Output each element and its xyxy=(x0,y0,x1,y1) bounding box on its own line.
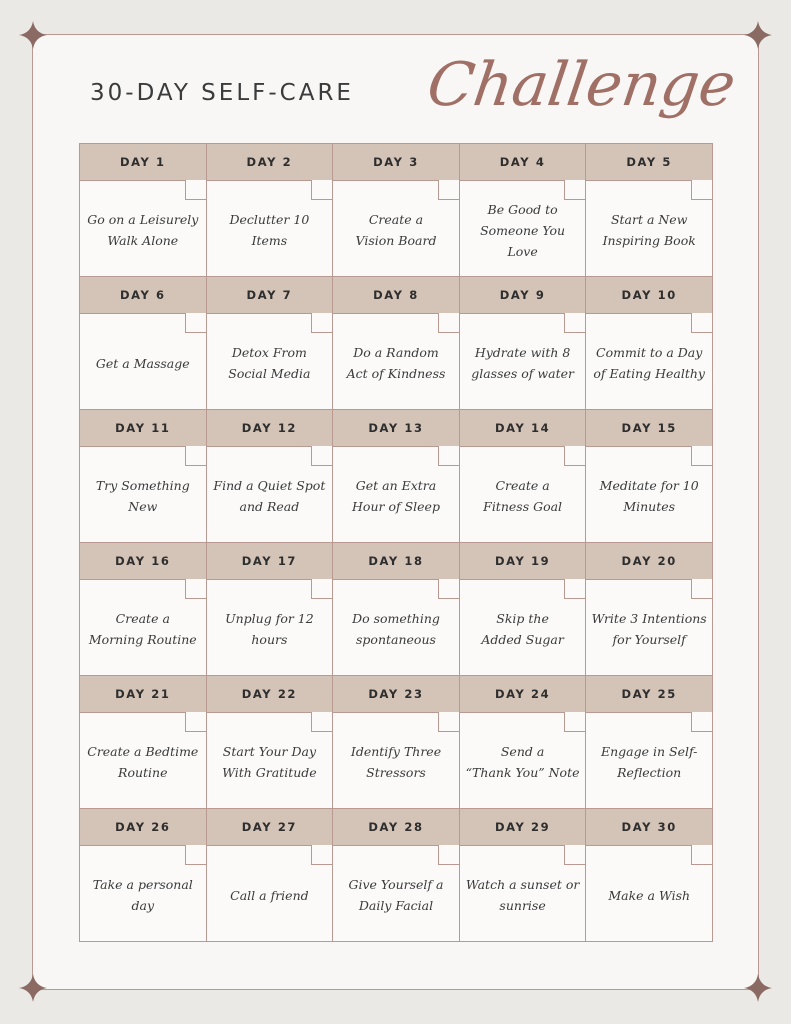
day-task: Try Something New xyxy=(95,478,190,514)
day-label: DAY 19 xyxy=(460,543,586,580)
day-cell xyxy=(460,144,587,277)
day-task: Take a personal day xyxy=(92,877,193,913)
day-label: DAY 17 xyxy=(207,543,333,580)
day-label: DAY 4 xyxy=(460,144,586,181)
day-label: DAY 22 xyxy=(207,676,333,713)
day-cell xyxy=(207,410,334,543)
day-label: DAY 27 xyxy=(207,809,333,846)
day-cell xyxy=(207,144,334,277)
day-task: Commit to a Day of Eating Healthy xyxy=(593,345,705,381)
corner-star-icon xyxy=(19,21,47,49)
day-cell xyxy=(80,809,207,942)
day-label: DAY 3 xyxy=(333,144,459,181)
day-label: DAY 14 xyxy=(460,410,586,447)
day-task: Do something spontaneous xyxy=(352,611,440,647)
day-cell xyxy=(207,676,334,809)
day-label: DAY 30 xyxy=(586,809,712,846)
day-cell xyxy=(333,543,460,676)
title-script: Challenge xyxy=(423,50,740,120)
day-label: DAY 10 xyxy=(586,277,712,314)
day-task: Go on a Leisurely Walk Alone xyxy=(87,212,199,248)
day-cell xyxy=(586,410,713,543)
day-task: Start Your Day With Gratitude xyxy=(222,744,317,780)
day-cell xyxy=(80,543,207,676)
day-task: Unplug for 12 hours xyxy=(225,611,314,647)
day-label: DAY 7 xyxy=(207,277,333,314)
day-label: DAY 23 xyxy=(333,676,459,713)
day-task: Get a Massage xyxy=(95,355,190,371)
day-cell xyxy=(80,676,207,809)
day-cell xyxy=(207,277,334,410)
day-cell xyxy=(333,676,460,809)
day-task: Skip the Added Sugar xyxy=(481,611,564,647)
day-task: Write 3 Intentions for Yourself xyxy=(591,611,707,647)
day-cell xyxy=(586,277,713,410)
day-label: DAY 28 xyxy=(333,809,459,846)
day-task: Find a Quiet Spot and Read xyxy=(213,478,326,514)
day-task: Watch a sunset or sunrise xyxy=(465,877,580,913)
day-task: Call a friend xyxy=(230,887,309,903)
day-cell xyxy=(333,809,460,942)
day-cell xyxy=(80,277,207,410)
day-label: DAY 12 xyxy=(207,410,333,447)
day-label: DAY 5 xyxy=(586,144,712,181)
day-task: Create a Fitness Goal xyxy=(483,478,563,514)
day-label: DAY 9 xyxy=(460,277,586,314)
day-task: Create a Morning Routine xyxy=(88,611,197,647)
day-cell xyxy=(586,676,713,809)
day-task: Detox From Social Media xyxy=(228,345,311,381)
day-label: DAY 24 xyxy=(460,676,586,713)
day-task: Make a Wish xyxy=(608,887,691,903)
day-task: Hydrate with 8 glasses of water xyxy=(471,345,574,381)
day-cell xyxy=(80,144,207,277)
day-cell xyxy=(207,543,334,676)
corner-star-icon xyxy=(744,974,772,1002)
day-cell xyxy=(586,543,713,676)
corner-star-icon xyxy=(19,974,47,1002)
title-prefix: 30-DAY SELF-CARE xyxy=(90,80,354,106)
day-label: DAY 8 xyxy=(333,277,459,314)
day-task: Send a “Thank You” Note xyxy=(465,744,580,780)
day-task: Do a Random Act of Kindness xyxy=(346,345,446,381)
day-cell xyxy=(460,676,587,809)
day-cell xyxy=(333,144,460,277)
day-cell xyxy=(460,543,587,676)
day-label: DAY 1 xyxy=(80,144,206,181)
day-label: DAY 21 xyxy=(80,676,206,713)
day-label: DAY 26 xyxy=(80,809,206,846)
day-task: Declutter 10 Items xyxy=(229,212,310,248)
day-task: Identify Three Stressors xyxy=(350,744,442,780)
day-cell xyxy=(333,277,460,410)
day-label: DAY 20 xyxy=(586,543,712,580)
day-label: DAY 29 xyxy=(460,809,586,846)
day-cell xyxy=(460,277,587,410)
page-title xyxy=(80,48,740,138)
day-task: Get an Extra Hour of Sleep xyxy=(352,478,440,514)
day-cell xyxy=(586,809,713,942)
corner-star-icon xyxy=(744,21,772,49)
day-label: DAY 15 xyxy=(586,410,712,447)
day-label: DAY 13 xyxy=(333,410,459,447)
day-cell xyxy=(460,809,587,942)
day-task: Meditate for 10 Minutes xyxy=(599,478,699,514)
day-cell xyxy=(80,410,207,543)
day-task: Be Good to Someone You Love xyxy=(480,201,566,259)
day-task: Give Yourself a Daily Facial xyxy=(348,877,444,913)
day-task: Create a Bedtime Routine xyxy=(87,744,199,780)
day-label: DAY 11 xyxy=(80,410,206,447)
day-label: DAY 25 xyxy=(586,676,712,713)
day-task: Create a Vision Board xyxy=(355,212,437,248)
challenge-grid xyxy=(79,143,713,942)
day-task: Engage in Self- Reflection xyxy=(600,744,698,780)
day-cell xyxy=(333,410,460,543)
day-task: Start a New Inspiring Book xyxy=(602,212,696,248)
day-cell xyxy=(460,410,587,543)
day-label: DAY 18 xyxy=(333,543,459,580)
day-label: DAY 6 xyxy=(80,277,206,314)
day-label: DAY 16 xyxy=(80,543,206,580)
day-label: DAY 2 xyxy=(207,144,333,181)
day-cell xyxy=(207,809,334,942)
day-cell xyxy=(586,144,713,277)
